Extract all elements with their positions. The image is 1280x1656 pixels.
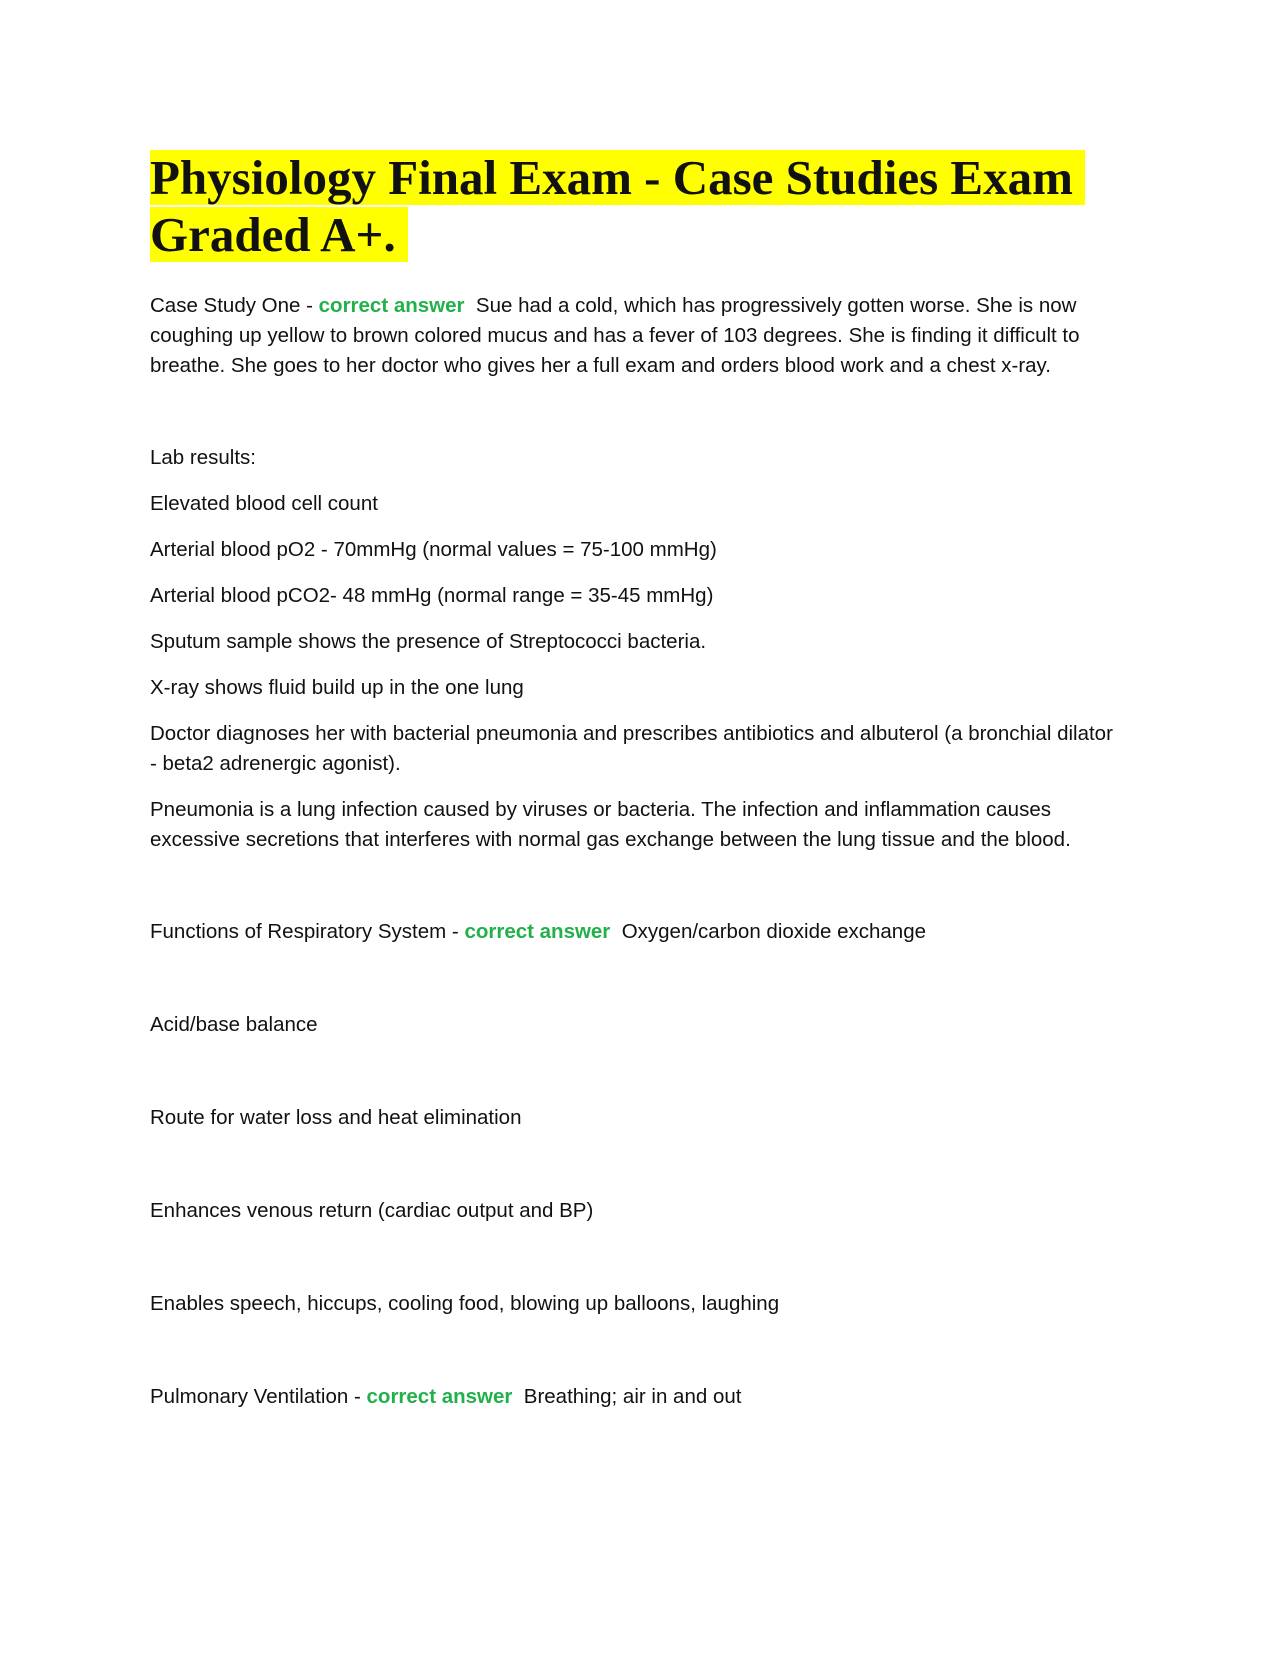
question-text: Pulmonary Ventilation - <box>150 1385 367 1408</box>
title-highlight: Physiology Final Exam - Case Studies Exam Graded A+. <box>150 150 1085 262</box>
page-title <box>150 149 1120 263</box>
question-text: Case Study One - <box>150 294 319 317</box>
document-page <box>150 149 1120 1428</box>
lab-line-7: Pneumonia is a lung infection caused by viruses or bacteria. The infection and inflammation causes excessive secretions that interferes with normal gas exchange between the lung tissue and the blood. <box>150 798 1071 851</box>
lab-line-1: Elevated blood cell count <box>150 492 378 515</box>
ventilation-question <box>150 1382 1120 1412</box>
lab-line-5: X-ray shows fluid build up in the one lung <box>150 676 524 699</box>
function-item-1: Acid/base balance <box>150 1013 318 1036</box>
functions-question <box>150 917 1120 947</box>
lab-line-2: Arterial blood pO2 - 70mmHg (normal values = 75-100 mmHg) <box>150 538 717 561</box>
lab-results-heading: Lab results: <box>150 446 256 469</box>
answer-text: Breathing; air in and out <box>523 1385 742 1408</box>
function-item-3: Enhances venous return (cardiac output and BP) <box>150 1199 594 1222</box>
answer-text: Oxygen/carbon dioxide exchange <box>621 920 926 943</box>
lab-line-3: Arterial blood pCO2- 48 mmHg (normal range = 35-45 mmHg) <box>150 584 714 607</box>
correct-answer-label: correct answer <box>464 920 611 943</box>
lab-line-6: Doctor diagnoses her with bacterial pneumonia and prescribes antibiotics and albuterol (a bronchial dilator - beta2 adrenergic agonist). <box>150 722 1113 775</box>
case-study-one <box>150 291 1120 381</box>
correct-answer-label: correct answer <box>318 294 465 317</box>
function-item-4: Enables speech, hiccups, cooling food, blowing up balloons, laughing <box>150 1292 780 1315</box>
answer-text: Sue had a cold, which has progressively gotten worse. She is now coughing up yellow to brown colored mucus and has a fever of 103 degrees. She is finding it difficult to breathe. She goes to her doctor who gives her a full exam and orders blood work and a chest x-ray. <box>150 294 1080 377</box>
function-item-2: Route for water loss and heat elimination <box>150 1106 522 1129</box>
correct-answer-label: correct answer <box>366 1385 513 1408</box>
question-text: Functions of Respiratory System - <box>150 920 465 943</box>
lab-line-4: Sputum sample shows the presence of Streptococci bacteria. <box>150 630 707 653</box>
